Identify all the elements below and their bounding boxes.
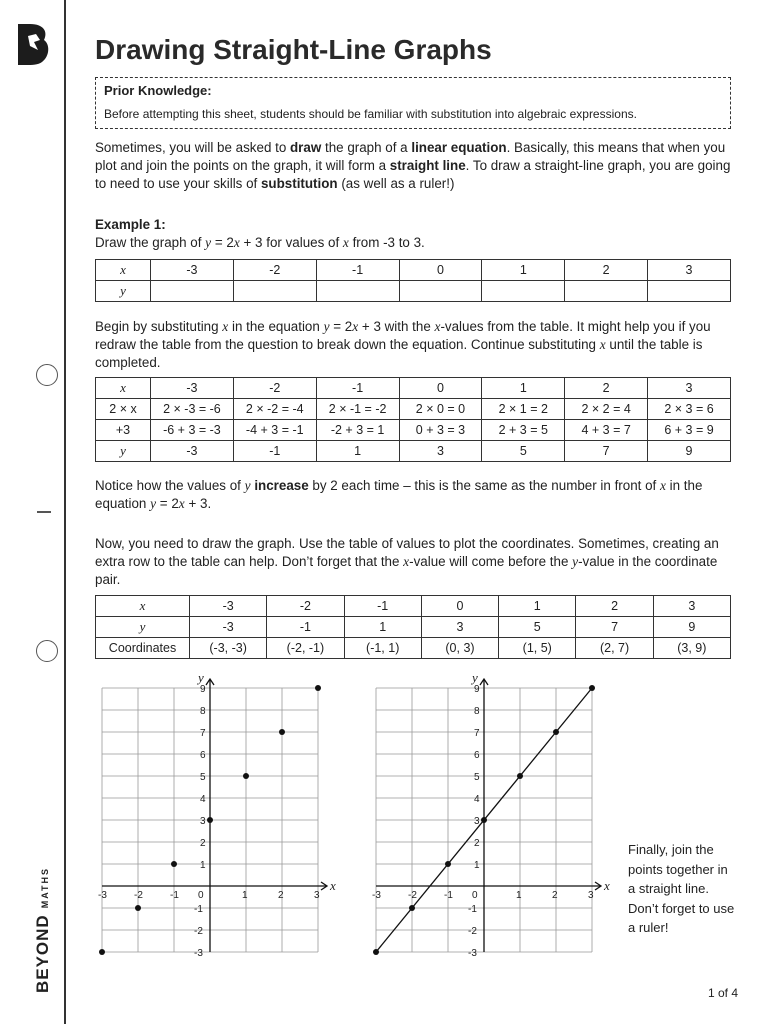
table-cell: -4 + 3 = -1 bbox=[233, 420, 316, 441]
intro-text-4: . To draw a straight-line graph, you are going to need to use your skills of bbox=[95, 158, 731, 191]
graph-line bbox=[366, 672, 626, 962]
intro-bold-linear: linear equation bbox=[411, 140, 507, 155]
p4-y1: y bbox=[572, 554, 579, 569]
example-y: y bbox=[205, 235, 212, 250]
table-cell: 6 + 3 = 9 bbox=[648, 420, 731, 441]
intro-bold-draw: draw bbox=[290, 140, 322, 155]
table-cell: 1 bbox=[482, 260, 565, 281]
example-heading-paragraph bbox=[95, 216, 731, 252]
table-cell: (-2, -1) bbox=[267, 638, 344, 659]
p3-text-c: by 2 each time – this is the same as the number in front of bbox=[308, 478, 660, 493]
table-working bbox=[95, 377, 731, 462]
x-tick-label: 2 bbox=[552, 890, 558, 901]
table-cell: 2 × x bbox=[96, 399, 151, 420]
y-tick-label: -2 bbox=[468, 926, 477, 937]
p3-y1: y bbox=[244, 478, 251, 493]
data-point bbox=[279, 729, 285, 735]
intro-text-2: the graph of a bbox=[321, 140, 412, 155]
data-point bbox=[171, 861, 177, 867]
table-cell: 3 bbox=[648, 378, 731, 399]
table-cell: 5 bbox=[499, 617, 576, 638]
table-cell bbox=[565, 281, 648, 302]
prior-knowledge-box bbox=[95, 77, 731, 129]
table-coordinates bbox=[95, 595, 731, 659]
x-tick-label: 0 bbox=[198, 890, 204, 901]
page-number: 1 of 4 bbox=[708, 986, 739, 1000]
p4-text-a: Now, you need to draw the graph. Use the table of values to plot the coordinates. Sometimes, creating an extra row to the table can help. Don’t forget that the bbox=[95, 536, 719, 569]
data-point bbox=[517, 773, 523, 779]
p2-text-c: = 2 bbox=[329, 319, 353, 334]
table-cell: -3 bbox=[151, 260, 234, 281]
table-cell: -3 bbox=[151, 378, 234, 399]
example-x1: x bbox=[233, 235, 240, 250]
x-tick-label: 1 bbox=[242, 890, 248, 901]
table-cell: 1 bbox=[499, 596, 576, 617]
table-cell: y bbox=[96, 617, 190, 638]
table-cell: -2 bbox=[233, 260, 316, 281]
intro-paragraph bbox=[95, 139, 731, 193]
table-cell: 2 × -3 = -6 bbox=[151, 399, 234, 420]
x-tick-label: 1 bbox=[516, 890, 522, 901]
y-tick-label: 6 bbox=[474, 750, 480, 761]
example-text-4: from -3 to 3. bbox=[348, 235, 425, 250]
intro-text-3: . Basically, this means that when you plot and join the points on the graph, it will form a bbox=[95, 140, 726, 173]
y-tick-label: 9 bbox=[200, 684, 206, 695]
p4-text-c: -value in the coordinate pair. bbox=[95, 554, 718, 587]
table-row bbox=[96, 617, 731, 638]
table-row bbox=[96, 281, 731, 302]
margin-rule bbox=[64, 0, 66, 1024]
table-row bbox=[96, 420, 731, 441]
p4-text-b: -value will come before the bbox=[409, 554, 573, 569]
page-title: Drawing Straight-Line Graphs bbox=[95, 34, 492, 65]
table-cell bbox=[316, 281, 399, 302]
table-cell: 2 bbox=[565, 378, 648, 399]
table-row bbox=[96, 378, 731, 399]
table-row bbox=[96, 441, 731, 462]
table-row bbox=[96, 260, 731, 281]
data-point bbox=[315, 685, 321, 691]
data-point bbox=[243, 773, 249, 779]
example-heading: Example 1: bbox=[95, 217, 166, 232]
prior-text: Before attempting this sheet, students should be familiar with substitution into algebraic expressions. bbox=[104, 107, 637, 121]
table-cell: (1, 5) bbox=[499, 638, 576, 659]
table-cell: 3 bbox=[399, 441, 482, 462]
y-tick-label: -1 bbox=[468, 904, 477, 915]
table-cell: -1 bbox=[316, 378, 399, 399]
table-cell: -1 bbox=[267, 617, 344, 638]
p3-text-d: in the equation bbox=[95, 478, 703, 511]
y-tick-label: 6 bbox=[200, 750, 206, 761]
data-point bbox=[135, 905, 141, 911]
table-cell: 2 × 1 = 2 bbox=[482, 399, 565, 420]
p2-text-a: Begin by substituting bbox=[95, 319, 223, 334]
y-tick-label: 5 bbox=[474, 772, 480, 783]
y-tick-label: 4 bbox=[474, 794, 480, 805]
intro-text-1: Sometimes, you will be asked to bbox=[95, 140, 290, 155]
table-cell: -2 bbox=[233, 378, 316, 399]
p2-text-b: in the equation bbox=[228, 319, 324, 334]
substitution-paragraph bbox=[95, 318, 731, 372]
table-cell: 1 bbox=[316, 441, 399, 462]
table-cell: -2 + 3 = 1 bbox=[316, 420, 399, 441]
data-point bbox=[481, 817, 487, 823]
example-text-1: Draw the graph of bbox=[95, 235, 206, 250]
p3-bold-increase: increase bbox=[254, 478, 309, 493]
y-tick-label: 3 bbox=[474, 816, 480, 827]
x-tick-label: 0 bbox=[472, 890, 478, 901]
brand-name: BEYOND bbox=[33, 914, 53, 994]
table-cell: 2 + 3 = 5 bbox=[482, 420, 565, 441]
x-tick-label: -2 bbox=[408, 890, 417, 901]
p2-x1: x bbox=[222, 319, 229, 334]
y-tick-label: 9 bbox=[474, 684, 480, 695]
table-cell: -1 bbox=[316, 260, 399, 281]
y-tick-label: 1 bbox=[474, 860, 480, 871]
table-cell: +3 bbox=[96, 420, 151, 441]
table-cell: -1 bbox=[344, 596, 421, 617]
p3-text-f: + 3. bbox=[184, 496, 212, 511]
p3-x1: x bbox=[659, 478, 666, 493]
example-text-3: + 3 for values of bbox=[239, 235, 343, 250]
table-cell: 0 bbox=[421, 596, 498, 617]
table-cell: 2 × 0 = 0 bbox=[399, 399, 482, 420]
data-point bbox=[99, 949, 105, 955]
data-point bbox=[589, 685, 595, 691]
y-tick-label: -3 bbox=[468, 948, 477, 959]
p2-x4: x bbox=[599, 337, 606, 352]
prior-heading: Prior Knowledge: bbox=[104, 83, 212, 98]
table-cell bbox=[151, 281, 234, 302]
p2-x2: x bbox=[352, 319, 359, 334]
table-cell: x bbox=[96, 260, 151, 281]
x-tick-label: 3 bbox=[588, 890, 594, 901]
table-cell: 2 bbox=[576, 596, 653, 617]
p2-text-e: -values from the table. It might help you if you redraw the table from the question to break down the equation. Continue substituting bbox=[95, 319, 711, 352]
y-tick-label: 8 bbox=[474, 706, 480, 717]
table-cell: (-3, -3) bbox=[190, 638, 267, 659]
table-cell: 0 bbox=[399, 378, 482, 399]
data-point bbox=[207, 817, 213, 823]
table-cell: Coordinates bbox=[96, 638, 190, 659]
intro-bold-straight: straight line bbox=[389, 158, 466, 173]
table-cell: 7 bbox=[565, 441, 648, 462]
data-point bbox=[409, 905, 415, 911]
y-tick-label: -1 bbox=[194, 904, 203, 915]
table-cell: -6 + 3 = -3 bbox=[151, 420, 234, 441]
data-point bbox=[553, 729, 559, 735]
table-cell: 1 bbox=[482, 378, 565, 399]
table-row bbox=[96, 399, 731, 420]
table-cell: 2 × 3 = 6 bbox=[648, 399, 731, 420]
table-cell: 1 bbox=[344, 617, 421, 638]
y-axis-label: y bbox=[198, 670, 204, 685]
table-cell: (0, 3) bbox=[421, 638, 498, 659]
intro-text-5: (as well as a ruler!) bbox=[337, 176, 455, 191]
table-cell: -3 bbox=[151, 441, 234, 462]
table-cell: 2 × 2 = 4 bbox=[565, 399, 648, 420]
table-cell: y bbox=[96, 441, 151, 462]
example-text-2: = 2 bbox=[211, 235, 234, 250]
p3-y2: y bbox=[150, 496, 157, 511]
y-tick-label: 2 bbox=[200, 838, 206, 849]
table-cell: x bbox=[96, 378, 151, 399]
x-tick-label: -2 bbox=[134, 890, 143, 901]
y-tick-label: 1 bbox=[200, 860, 206, 871]
table-cell: -2 bbox=[267, 596, 344, 617]
punch-hole-top bbox=[36, 364, 58, 386]
table-cell: -1 bbox=[233, 441, 316, 462]
p3-text-e: = 2 bbox=[156, 496, 179, 511]
table-cell: 7 bbox=[576, 617, 653, 638]
p3-text-a: Notice how the values of bbox=[95, 478, 245, 493]
p2-x3: x bbox=[434, 319, 441, 334]
y-tick-label: 4 bbox=[200, 794, 206, 805]
table-cell: 5 bbox=[482, 441, 565, 462]
table-cell: 2 bbox=[565, 260, 648, 281]
table-cell bbox=[648, 281, 731, 302]
table-cell bbox=[482, 281, 565, 302]
table-cell: 3 bbox=[653, 596, 730, 617]
p3-x2: x bbox=[178, 496, 185, 511]
y-tick-label: 5 bbox=[200, 772, 206, 783]
p2-text-f: until the table is completed. bbox=[95, 337, 703, 370]
table-cell: (3, 9) bbox=[653, 638, 730, 659]
table-empty-values bbox=[95, 259, 731, 302]
brand-sub: MATHS bbox=[40, 866, 51, 909]
y-tick-label: 8 bbox=[200, 706, 206, 717]
increase-paragraph bbox=[95, 477, 731, 513]
x-tick-label: -3 bbox=[372, 890, 381, 901]
table-cell bbox=[233, 281, 316, 302]
graph-points bbox=[92, 672, 352, 962]
y-tick-label: 7 bbox=[474, 728, 480, 739]
y-axis-label: y bbox=[472, 670, 478, 685]
x-tick-label: -1 bbox=[170, 890, 179, 901]
x-axis-label: x bbox=[604, 878, 610, 893]
table-cell: -3 bbox=[190, 596, 267, 617]
intro-bold-substitution: substitution bbox=[260, 176, 338, 191]
table-cell: (-1, 1) bbox=[344, 638, 421, 659]
x-tick-label: -3 bbox=[98, 890, 107, 901]
fold-mark bbox=[37, 511, 51, 513]
table-cell: x bbox=[96, 596, 190, 617]
table-cell bbox=[399, 281, 482, 302]
example-x2: x bbox=[342, 235, 349, 250]
data-point bbox=[373, 949, 379, 955]
x-tick-label: -1 bbox=[444, 890, 453, 901]
table-cell: 0 bbox=[399, 260, 482, 281]
p2-y1: y bbox=[323, 319, 330, 334]
plot-paragraph bbox=[95, 535, 731, 589]
brand-vertical bbox=[33, 867, 53, 993]
data-point bbox=[445, 861, 451, 867]
table-cell: 4 + 3 = 7 bbox=[565, 420, 648, 441]
table-cell: 3 bbox=[648, 260, 731, 281]
table-cell: 9 bbox=[648, 441, 731, 462]
y-tick-label: 3 bbox=[200, 816, 206, 827]
table-cell: 2 × -1 = -2 bbox=[316, 399, 399, 420]
table-cell: 3 bbox=[421, 617, 498, 638]
table-cell: -3 bbox=[190, 617, 267, 638]
x-tick-label: 2 bbox=[278, 890, 284, 901]
y-tick-label: -3 bbox=[194, 948, 203, 959]
graph-line-svg bbox=[366, 672, 626, 962]
table-cell: y bbox=[96, 281, 151, 302]
table-row bbox=[96, 596, 731, 617]
final-note: Finally, join the points together in a straight line. Don’t forget to use a ruler! bbox=[628, 842, 735, 935]
y-tick-label: -2 bbox=[194, 926, 203, 937]
y-tick-label: 2 bbox=[474, 838, 480, 849]
x-axis-label: x bbox=[330, 878, 336, 893]
table-row bbox=[96, 638, 731, 659]
punch-hole-bottom bbox=[36, 640, 58, 662]
p2-text-d: + 3 with the bbox=[358, 319, 435, 334]
table-cell: 9 bbox=[653, 617, 730, 638]
graph-points-svg bbox=[92, 672, 352, 962]
table-cell: 2 × -2 = -4 bbox=[233, 399, 316, 420]
x-tick-label: 3 bbox=[314, 890, 320, 901]
table-cell: (2, 7) bbox=[576, 638, 653, 659]
table-cell: 0 + 3 = 3 bbox=[399, 420, 482, 441]
y-tick-label: 7 bbox=[200, 728, 206, 739]
beyond-logo-icon bbox=[14, 22, 52, 66]
p4-x1: x bbox=[403, 554, 410, 569]
